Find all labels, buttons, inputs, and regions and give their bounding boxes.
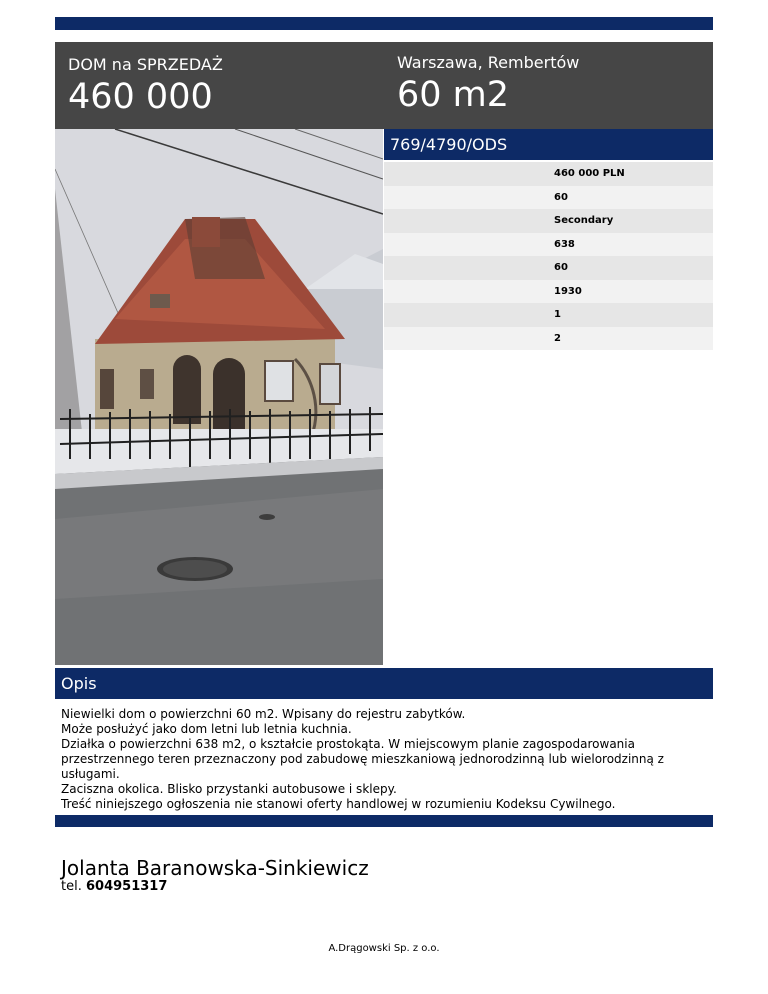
- spec-value: 2: [554, 332, 561, 344]
- spec-row: [384, 233, 713, 257]
- listing-header: [55, 42, 713, 129]
- bottom-accent-bar: [55, 815, 713, 827]
- header-left: [68, 55, 223, 117]
- agent-name: Jolanta Baranowska-Sinkiewicz: [61, 856, 369, 880]
- agent-phone[interactable]: 604951317: [85, 879, 168, 894]
- listing-type-label: DOM na SPRZEDAŻ: [68, 55, 223, 74]
- spec-row: [384, 162, 713, 186]
- listing-location: Warszawa, Rembertów: [397, 53, 580, 72]
- spec-row: [384, 209, 713, 233]
- description-line: Działka o powierzchni 638 m2, o kształcie prostokąta. W miejscowym planie zagospodarowania przestrzennego teren przeznaczony pod zabudowę mieszkaniową jednorodzinną lub wielorodzinną z usługami.: [61, 737, 664, 781]
- spec-row: [384, 303, 713, 327]
- spec-value: Secondary: [554, 215, 614, 227]
- spec-row: [384, 327, 713, 351]
- spec-value: 638: [554, 238, 575, 250]
- listing-id: 769/4790/ODS: [390, 135, 508, 154]
- spec-value: 1930: [554, 285, 582, 297]
- agent-phone-line: [61, 879, 167, 894]
- listing-id-bar: [384, 129, 713, 160]
- spec-row: [384, 186, 713, 210]
- description-line: Niewielki dom o powierzchni 60 m2. Wpisany do rejestru zabytków.: [61, 707, 466, 721]
- description-header: [55, 668, 713, 699]
- description-line: Treść niniejszego ogłoszenia nie stanowi oferty handlowej w rozumieniu Kodeksu Cywilnego.: [61, 797, 616, 811]
- spec-value: 460 000 PLN: [554, 168, 625, 180]
- description-line: Zaciszna okolica. Blisko przystanki autobusowe i sklepy.: [61, 782, 397, 796]
- spec-value: 60: [554, 191, 568, 203]
- listing-price: 460 000: [68, 77, 213, 117]
- description-line: Może posłużyć jako dom letni lub letnia kuchnia.: [61, 722, 352, 736]
- phone-label: tel.: [61, 879, 82, 894]
- description-body: [61, 707, 711, 812]
- spec-table: [384, 162, 713, 350]
- spec-row: [384, 256, 713, 280]
- spec-value: 1: [554, 309, 561, 321]
- spec-value: 60: [554, 262, 568, 274]
- company-footer: A.Drągowski Sp. z o.o.: [328, 943, 440, 954]
- spec-row: [384, 280, 713, 304]
- top-accent-bar: [55, 17, 713, 30]
- property-photo: [55, 129, 383, 665]
- listing-area: 60 m2: [397, 75, 510, 115]
- header-right: [397, 53, 579, 115]
- description-title: Opis: [61, 674, 97, 693]
